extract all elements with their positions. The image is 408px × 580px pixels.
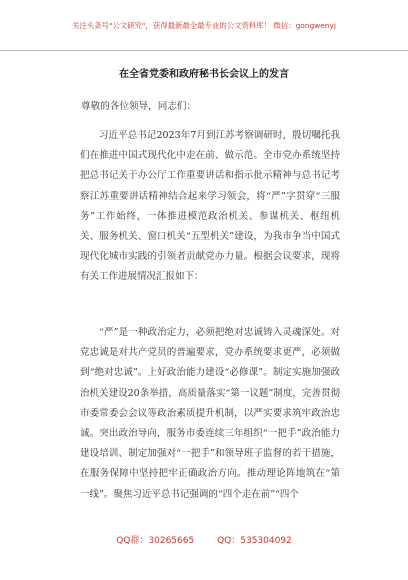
paragraph-2: “严”是一种政治定力，必须把绝对忠诚铸入灵魂深处。对党忠诚是对共产党员的普遍要求，党办系统要求更严，必须做到“绝对忠诚”。上好政治能力建设“必修课”。制定实施加强政治机关建设20条举措，高质量落实“第一议题”制度，完善贯彻市委常委会会议等政治素质提升机制，以严实要求筑牢政治忠诚。突出政治导向，服务市委连续三年组织“一把手”政治能力建设培训、制定加强对“一把手”和领导班子监督的若干措施，在服务保障中坚持把牢正确政治方向。推动理论阵地筑在“第一线”。聚焦习近平总书记强调的“四个走在前”“四个 [80, 327, 340, 500]
paragraph-1: 习近平总书记2023年7月到江苏考察调研时，殷切嘱托我们在推进中国式现代化中走在前、做示范。全市党办系统坚持把总书记关于办公厅工作重要讲话和指示批示精神与总书记考察江苏重要讲话精神结合起来学习领会，将“严”字贯穿“三服务”工作始终，一体推进模范政治机关、参谋机关、枢纽机关、服务机关、窗口机关“五型机关”建设，为我市争当中国式现代化城市实践的引领者贡献党办力量。根据会议要求，现将有关工作进展情况汇报如下： [80, 130, 340, 283]
page-header [0, 0, 408, 51]
promo-banner: 关注头条号"公文研究"，获得最新最全最专业的公文资料库！ 微信：gongwenyj [72, 21, 336, 30]
salutation: 尊敬的各位领导，同志们： [81, 101, 197, 112]
qq-group-contact: QQ群：30265665 [116, 536, 195, 546]
document-title: 在全省党委和政府秘书长会议上的发言 [119, 69, 289, 80]
page-footer [0, 533, 408, 546]
qq-contact: QQ：535304092 [217, 536, 292, 546]
